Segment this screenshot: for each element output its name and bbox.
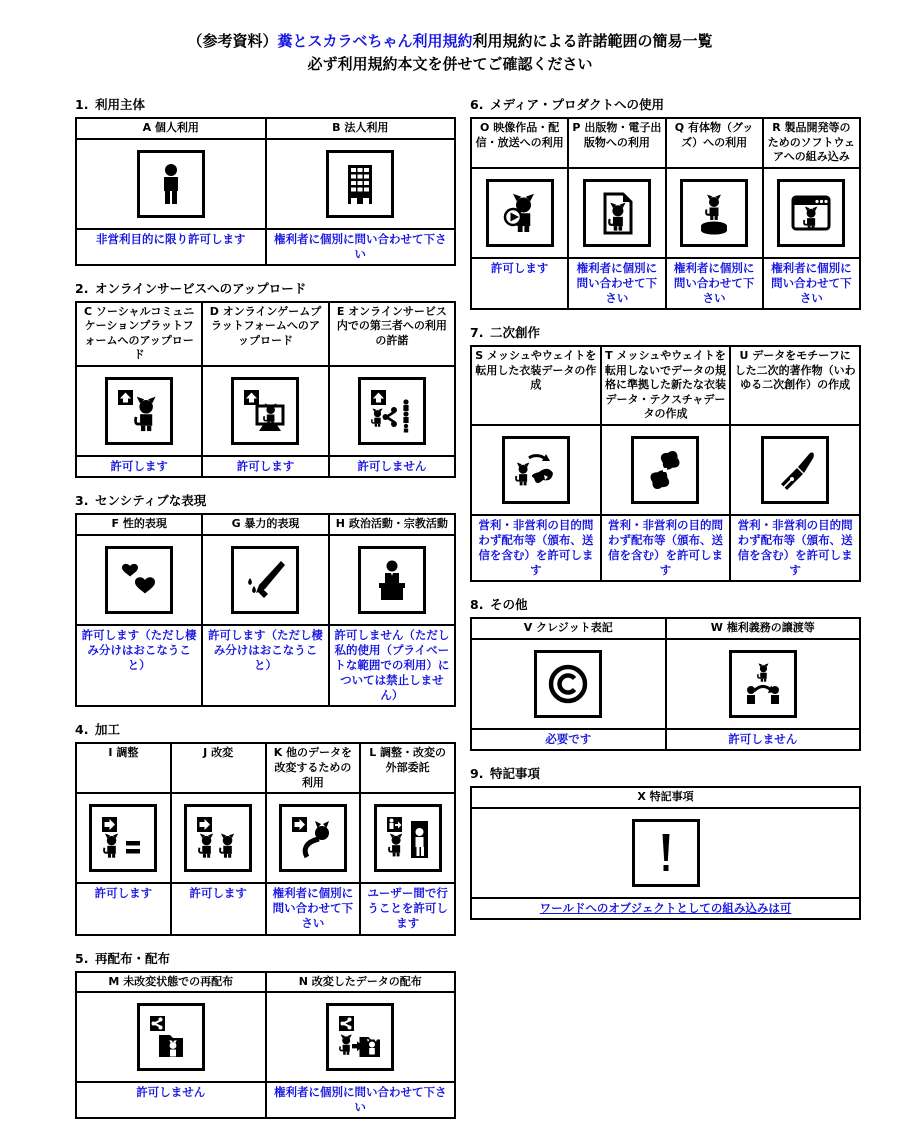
icon-cell [202, 535, 328, 625]
column-header: L 調整・改変の外部委託 [360, 743, 455, 793]
permission-table [75, 301, 456, 478]
column-header: J 改変 [171, 743, 266, 793]
result-cell: 許可します [202, 456, 328, 477]
pen-nib-icon [761, 436, 829, 504]
column-header: F 性的表現 [76, 514, 202, 535]
icon-cell [568, 168, 665, 258]
result-cell: 許可します [171, 883, 266, 935]
section-heading: 6. メディア・プロダクトへの使用 [470, 97, 665, 112]
hearts-icon [105, 546, 173, 614]
section-modification [75, 720, 456, 935]
modify-other-data-icon [279, 804, 347, 872]
column-header: D オンラインゲームプラットフォームへのアップロード [202, 302, 328, 366]
column-header: A 個人利用 [76, 118, 266, 139]
costume-reuse-icon [502, 436, 570, 504]
section-heading: 9. 特記事項 [470, 766, 541, 782]
permission-table [470, 617, 861, 751]
result-cell: 権利者に個別に問い合わせて下さい [266, 1082, 456, 1118]
column-header: E オンラインサービス内での第三者への利用の許諾 [329, 302, 455, 366]
icon-cell [763, 168, 860, 258]
icon-cell [76, 366, 202, 456]
column-header: H 政治活動・宗教活動 [329, 514, 455, 535]
icon-cell [471, 808, 860, 898]
icon-cell [666, 639, 861, 729]
icon-cell [471, 168, 568, 258]
section-heading: 3. センシティブな表現 [75, 493, 207, 509]
column-header: K 他のデータを改変するための利用 [266, 743, 361, 793]
icon-cell [471, 639, 666, 729]
copyright-icon [534, 650, 602, 718]
permission-table [470, 117, 861, 310]
result-cell: 権利者に個別に問い合わせて下さい [568, 258, 665, 310]
upload-person-icon [105, 377, 173, 445]
title-suffix: 利用規約による許諾範囲の簡易一覧 [472, 32, 713, 50]
icon-cell [76, 139, 266, 229]
permission-table [75, 117, 456, 266]
column-header: X 特記事項 [471, 787, 860, 808]
column-header: V クレジット表記 [471, 618, 666, 639]
result-cell: 権利者に個別に問い合わせて下さい [266, 883, 361, 935]
result-cell: 許可します（ただし棲み分けはおこなうこと） [202, 625, 328, 707]
transfer-people-icon [729, 650, 797, 718]
result-cell: 許可します [471, 258, 568, 310]
column-header: R 製品開発等のためのソフトウェアへの組み込み [763, 118, 860, 168]
section-heading: 8. その他 [470, 597, 528, 613]
adjust-icon [89, 804, 157, 872]
share-modified-folder-icon [326, 1003, 394, 1071]
section-derivative-works [470, 323, 861, 582]
section-heading: 5. 再配布・配布 [75, 950, 171, 966]
section-redistribution [75, 949, 456, 1120]
terms-link[interactable]: 糞とスカラベちゃん利用規約 [277, 32, 473, 50]
section-sensitive-expression [75, 491, 456, 707]
software-window-icon [777, 179, 845, 247]
result-cell: 許可しません [666, 729, 861, 750]
icon-cell [76, 992, 266, 1082]
result-cell: 営利・非営利の目的問わず配布等（頒布、送信を含む）を許可します [601, 515, 731, 582]
column-header: N 改変したデータの配布 [266, 972, 456, 993]
icon-cell [76, 793, 171, 883]
exclamation-icon [632, 819, 700, 887]
icon-cell [76, 535, 202, 625]
page-subtitle: 必ず利用規約本文を併せてご確認ください [307, 55, 593, 74]
result-cell: 許可しません（ただし私的使用（プライベートな範囲での利用）については禁止しません） [329, 625, 455, 707]
outsource-door-icon [374, 804, 442, 872]
icon-cell [471, 425, 601, 515]
left-column [75, 95, 456, 1132]
icon-cell [266, 139, 456, 229]
permission-table [470, 345, 861, 582]
section-other [470, 595, 861, 751]
result-cell: 営利・非営利の目的問わず配布等（頒布、送信を含む）を許可します [471, 515, 601, 582]
result-cell: ユーザー間で行うことを許可します [360, 883, 455, 935]
result-cell: 許可しません [76, 1082, 266, 1118]
section-media-product [470, 95, 861, 310]
goods-pedestal-icon [680, 179, 748, 247]
result-cell: 非営利目的に限り許可します [76, 229, 266, 265]
icon-cell [171, 793, 266, 883]
permission-table [75, 513, 456, 707]
icon-cell [730, 425, 860, 515]
icon-cell [202, 366, 328, 456]
section-heading: 2. オンラインサービスへのアップロード [75, 280, 307, 296]
result-cell: 営利・非営利の目的問わず配布等（頒布、送信を含む）を許可します [730, 515, 860, 582]
result-cell: 権利者に個別に問い合わせて下さい [666, 258, 763, 310]
icon-cell [266, 793, 361, 883]
right-column [470, 95, 861, 933]
permission-table [75, 971, 456, 1120]
result-cell: 権利者に個別に問い合わせて下さい [266, 229, 456, 265]
column-header: M 未改変状態での再配布 [76, 972, 266, 993]
icon-cell [329, 535, 455, 625]
column-header: T メッシュやウェイトを転用しないでデータの規格に準拠した新たな衣装データ・テクスチャデータの作成 [601, 346, 731, 425]
modify-icon [184, 804, 252, 872]
icon-cell [601, 425, 731, 515]
result-cell: 権利者に個別に問い合わせて下さい [763, 258, 860, 310]
result-cell: ワールドへのオブジェクトとしての組み込みは可 [471, 898, 860, 919]
result-cell: 許可します [76, 883, 171, 935]
section-heading: 4. 加工 [75, 722, 121, 738]
result-cell: 許可しません [329, 456, 455, 477]
icon-cell [666, 168, 763, 258]
column-header: S メッシュやウェイトを転用した衣装データの作成 [471, 346, 601, 425]
video-play-icon [486, 179, 554, 247]
podium-icon [358, 546, 426, 614]
share-folder-icon [137, 1003, 205, 1071]
title-prefix: （参考資料） [187, 32, 278, 50]
column-header: O 映像作品・配信・放送への利用 [471, 118, 568, 168]
publication-icon [583, 179, 651, 247]
knife-icon [231, 546, 299, 614]
result-cell: 許可します [76, 456, 202, 477]
icon-cell [266, 992, 456, 1082]
column-header: P 出版物・電子出版物への利用 [568, 118, 665, 168]
column-header: W 権利義務の譲渡等 [666, 618, 861, 639]
result-cell: 許可します（ただし棲み分けはおこなうこと） [76, 625, 202, 707]
building-icon [326, 150, 394, 218]
section-heading: 7. 二次創作 [470, 325, 541, 341]
column-header: Q 有体物（グッズ）への利用 [666, 118, 763, 168]
result-cell: 必要です [471, 729, 666, 750]
section-online-upload [75, 279, 456, 478]
column-header: C ソーシャルコミュニケーションプラットフォームへのアップロード [76, 302, 202, 366]
title-line [0, 30, 900, 53]
upload-game-icon [231, 377, 299, 445]
section-heading: 1. 利用主体 [75, 97, 146, 112]
icon-cell [329, 366, 455, 456]
icon-cell [360, 793, 455, 883]
column-header: B 法人利用 [266, 118, 456, 139]
page-title [0, 30, 900, 77]
column-header: G 暴力的表現 [202, 514, 328, 535]
upload-share-icon [358, 377, 426, 445]
column-header: I 調整 [76, 743, 171, 793]
section-special-notes [470, 764, 861, 920]
column-header: U データをモチーフにした二次的著作物（いわゆる二次創作）の作成 [730, 346, 860, 425]
permission-table [75, 742, 456, 935]
section-usage-entity [75, 95, 456, 266]
person-icon [137, 150, 205, 218]
costume-new-icon [631, 436, 699, 504]
